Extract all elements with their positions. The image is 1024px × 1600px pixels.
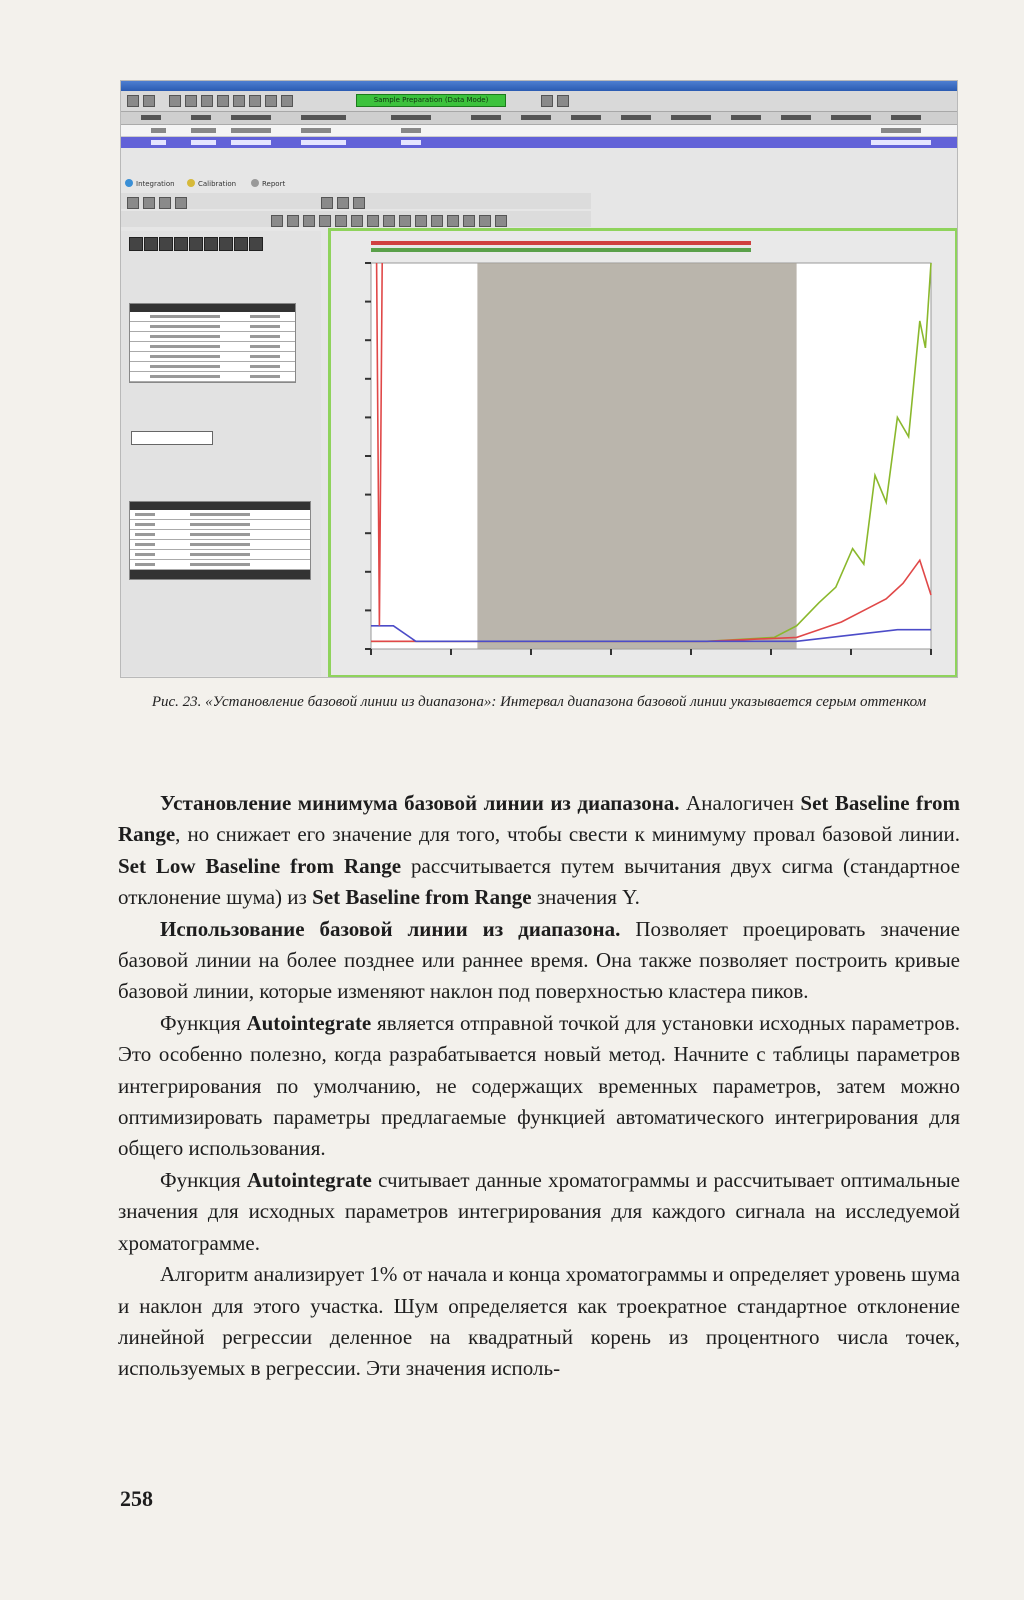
toolbar-icon[interactable] (479, 215, 491, 227)
event-button[interactable] (144, 237, 158, 251)
event-marker-bar (371, 241, 751, 245)
toolbar-icon[interactable] (319, 215, 331, 227)
toolbar-icon (281, 95, 293, 107)
paragraph: Функция Autointegrate считывает данные хроматограммы и рассчитывает оптимальные значения для исходных параметров интегрирования для каждого сигнала на исследуемой хроматограмме. (118, 1167, 960, 1255)
parameters-table (129, 303, 296, 383)
timed-events-table (129, 501, 311, 580)
tab-calibration[interactable]: Calibration (187, 177, 236, 191)
paragraph: Функция Autointegrate является отправной точкой для установки исходных параметров. Это особенно полезно, когда разрабатывается новый метод. Начните с таблицы параметров интегрирования по умолчанию, не содержащих временных параметров, затем можно оптимизировать параметры предлагаемые функцией автоматического интегрирования для общего использования. (118, 1010, 961, 1161)
toolbar-icon[interactable] (287, 215, 299, 227)
page-number: 258 (120, 1486, 153, 1511)
toolbar-icon (127, 95, 139, 107)
event-button[interactable] (249, 237, 263, 251)
toolbar-icon (557, 95, 569, 107)
toolbar-icon[interactable] (383, 215, 395, 227)
toolbar-icon (249, 95, 261, 107)
table-row-selected[interactable] (121, 137, 957, 148)
event-button[interactable] (159, 237, 173, 251)
toolbar-icon (143, 95, 155, 107)
toolbar-icon[interactable] (175, 197, 187, 209)
toolbar-icon[interactable] (271, 215, 283, 227)
toolbar-icon[interactable] (303, 215, 315, 227)
baseline-range-shading (477, 263, 796, 649)
mode-indicator: Sample Preparation (Data Mode) (356, 94, 506, 107)
toolbar-icon (233, 95, 245, 107)
tab-report[interactable]: Report (251, 177, 285, 191)
signal-dropdown[interactable] (131, 431, 213, 445)
toolbar-icon[interactable] (127, 197, 139, 209)
paragraph: Установление минимума базовой линии из диапазона. Аналогичен Set Baseline from Range, но снижает его значение для того, чтобы свести к минимуму провал базовой линии. Set Low Baseline from Range рассчитывается путем вычитания двух сигма (стандартное отклонение шума) из Set Baseline from Range значения Y. (118, 791, 960, 910)
toolbar-icon[interactable] (321, 197, 333, 209)
chromatogram-chart[interactable] (331, 231, 955, 675)
toolbar-icon[interactable] (447, 215, 459, 227)
main-toolbar (121, 91, 957, 112)
toolbar-icon[interactable] (353, 197, 365, 209)
event-button[interactable] (129, 237, 143, 251)
event-button[interactable] (174, 237, 188, 251)
event-button[interactable] (204, 237, 218, 251)
tab-integration[interactable]: Integration (125, 177, 175, 191)
toolbar-icon[interactable] (415, 215, 427, 227)
toolbar-icon[interactable] (367, 215, 379, 227)
paragraph: Алгоритм анализирует 1% от начала и конца хроматограммы и определяет уровень шума и наклон для этого участка. Шум определяется как троекратное стандартное отклонение линейной регрессии деленное на квадратный корень из процентного числа точек, используемых в регрессии. Эти значения исполь- (118, 1262, 960, 1381)
window-titlebar (121, 81, 957, 91)
toolbar-icon[interactable] (399, 215, 411, 227)
paragraph: Использование базовой линии из диапазона. Позволяет проецировать значение базовой линии на более позднее или раннее время. Она также позволяет построить кривые базовой линии, которые изменяют наклон под поверхностью кластера пиков. (118, 916, 960, 1004)
event-button[interactable] (234, 237, 248, 251)
toolbar-icon[interactable] (337, 197, 349, 209)
integration-toolbar (121, 193, 591, 209)
toolbar-icon[interactable] (351, 215, 363, 227)
event-button[interactable] (219, 237, 233, 251)
event-marker-bar (371, 248, 751, 252)
toolbar-icon (265, 95, 277, 107)
view-tabs (121, 177, 321, 191)
toolbar-icon[interactable] (159, 197, 171, 209)
toolbar-icon (201, 95, 213, 107)
table-row[interactable] (121, 125, 957, 137)
toolbar-icon[interactable] (463, 215, 475, 227)
toolbar-icon (541, 95, 553, 107)
integration-events-panel (121, 231, 321, 676)
sample-table-header (121, 112, 957, 125)
baseline-toolbar (121, 211, 591, 227)
chromatogram-plot-frame (328, 228, 958, 678)
software-screenshot (120, 80, 958, 678)
toolbar-icon[interactable] (495, 215, 507, 227)
toolbar-icon[interactable] (335, 215, 347, 227)
toolbar-icon[interactable] (431, 215, 443, 227)
toolbar-icon (185, 95, 197, 107)
toolbar-icon (217, 95, 229, 107)
figure-caption: Рис. 23. «Установление базовой линии из диапазона»: Интервал диапазона базовой линии указывается серым оттенком (151, 694, 927, 710)
event-button-row (129, 237, 264, 256)
toolbar-icon (169, 95, 181, 107)
body-text (118, 788, 960, 1385)
toolbar-icon[interactable] (143, 197, 155, 209)
event-button[interactable] (189, 237, 203, 251)
